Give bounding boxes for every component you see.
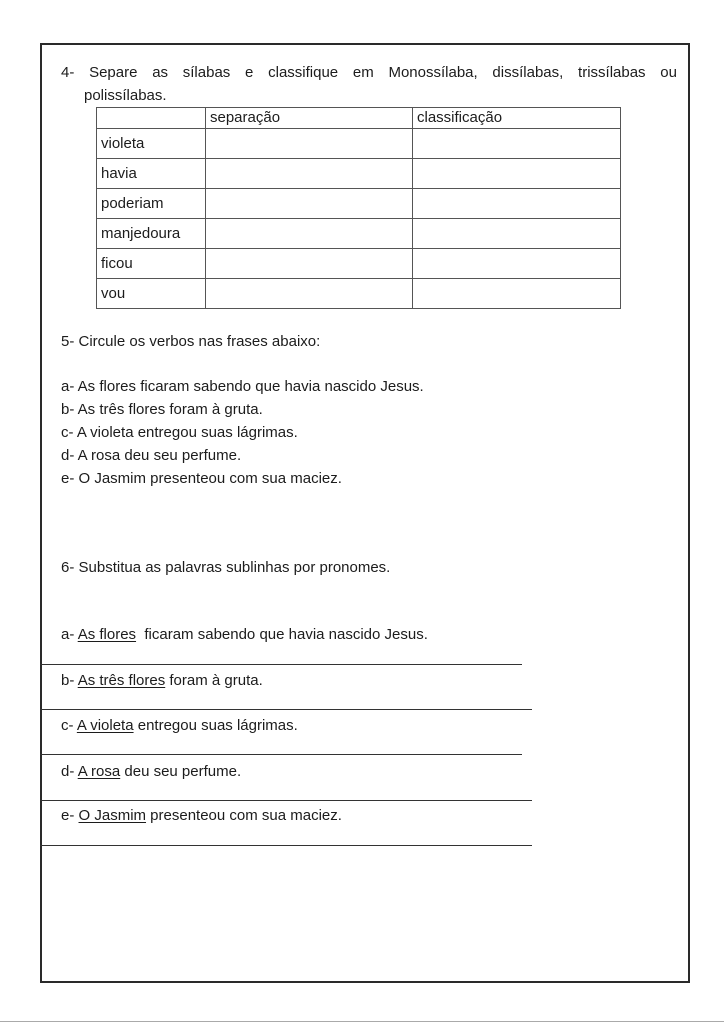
q6-item-a <box>61 626 428 644</box>
q6-item-prefix: c- <box>61 717 74 734</box>
q6-item-c <box>61 717 298 735</box>
q4-word: classifique <box>268 64 339 81</box>
q4-word: sílabas <box>182 64 231 81</box>
table-cell-separacao[interactable] <box>206 279 413 309</box>
table-cell-word: ficou <box>97 249 206 279</box>
table-row <box>97 189 621 219</box>
q4-prompt-line1 <box>61 64 677 82</box>
table-cell-classificacao[interactable] <box>413 189 621 219</box>
q6-item-prefix: e- <box>61 807 75 824</box>
table-row <box>97 219 621 249</box>
q6-underlined-subject: As três flores <box>77 672 166 689</box>
q4-word: Separe <box>89 64 138 81</box>
table-cell-classificacao[interactable] <box>413 159 621 189</box>
q4-word: Monossílaba, <box>388 64 478 81</box>
q5-item-b[interactable]: b- As três flores foram à gruta. <box>61 401 263 418</box>
q4-word: 4- <box>61 64 75 81</box>
table-cell-classificacao[interactable] <box>413 219 621 249</box>
answer-line-d[interactable] <box>40 800 532 801</box>
table-row <box>97 279 621 309</box>
table-header-row <box>97 108 621 129</box>
q6-title: 6- Substitua as palavras sublinhas por pronomes. <box>61 559 391 576</box>
table-row <box>97 159 621 189</box>
q4-word: trissílabas <box>578 64 646 81</box>
table-cell-separacao[interactable] <box>206 219 413 249</box>
q6-item-prefix: a- <box>61 626 75 643</box>
table-header-classificacao: classificação <box>413 108 621 129</box>
q5-title: 5- Circule os verbos nas frases abaixo: <box>61 333 321 350</box>
answer-line-c[interactable] <box>40 754 522 755</box>
q6-item-rest: entregou suas lágrimas. <box>133 717 298 734</box>
q4-word: as <box>152 64 169 81</box>
q4-word: em <box>352 64 374 81</box>
table-row <box>97 129 621 159</box>
table-cell-word: violeta <box>97 129 206 159</box>
q6-underlined-subject: As flores <box>77 626 137 643</box>
answer-line-a[interactable] <box>40 664 522 665</box>
table-cell-separacao[interactable] <box>206 129 413 159</box>
q6-item-rest: presenteou com sua maciez. <box>146 807 342 824</box>
q6-item-rest: ficaram sabendo que havia nascido Jesus. <box>136 626 428 643</box>
table-cell-word: manjedoura <box>97 219 206 249</box>
q6-underlined-subject: A rosa <box>77 763 121 780</box>
q6-item-e <box>61 807 342 825</box>
table-cell-word: vou <box>97 279 206 309</box>
q5-item-c[interactable]: c- A violeta entregou suas lágrimas. <box>61 424 298 441</box>
q5-item-e[interactable]: e- O Jasmim presenteou com sua maciez. <box>61 470 342 487</box>
table-row <box>97 249 621 279</box>
q6-item-d <box>61 763 241 781</box>
syllable-table <box>96 107 621 309</box>
q6-underlined-subject: O Jasmim <box>78 807 147 824</box>
q6-item-prefix: b- <box>61 672 75 689</box>
table-cell-separacao[interactable] <box>206 189 413 219</box>
table-cell-word: poderiam <box>97 189 206 219</box>
answer-line-b[interactable] <box>40 709 532 710</box>
table-cell-classificacao[interactable] <box>413 279 621 309</box>
q6-item-rest: deu seu perfume. <box>120 763 242 780</box>
table-cell-separacao[interactable] <box>206 159 413 189</box>
table-cell-separacao[interactable] <box>206 249 413 279</box>
table-cell-classificacao[interactable] <box>413 249 621 279</box>
table-header-word <box>97 108 206 129</box>
q4-word: dissílabas, <box>492 64 564 81</box>
table-cell-word: havia <box>97 159 206 189</box>
table-header-separacao: separação <box>206 108 413 129</box>
q4-word: ou <box>660 64 677 81</box>
q4-prompt-line2: polissílabas. <box>84 87 167 104</box>
q5-item-a[interactable]: a- As flores ficaram sabendo que havia nascido Jesus. <box>61 378 424 395</box>
q5-item-d[interactable]: d- A rosa deu seu perfume. <box>61 447 242 464</box>
answer-line-e[interactable] <box>40 845 532 846</box>
q4-word: e <box>245 64 254 81</box>
q6-item-rest: foram à gruta. <box>165 672 263 689</box>
q6-item-prefix: d- <box>61 763 75 780</box>
q6-underlined-subject: A violeta <box>76 717 134 734</box>
table-cell-classificacao[interactable] <box>413 129 621 159</box>
q6-item-b <box>61 672 263 690</box>
page-bottom-rule <box>0 1021 724 1022</box>
